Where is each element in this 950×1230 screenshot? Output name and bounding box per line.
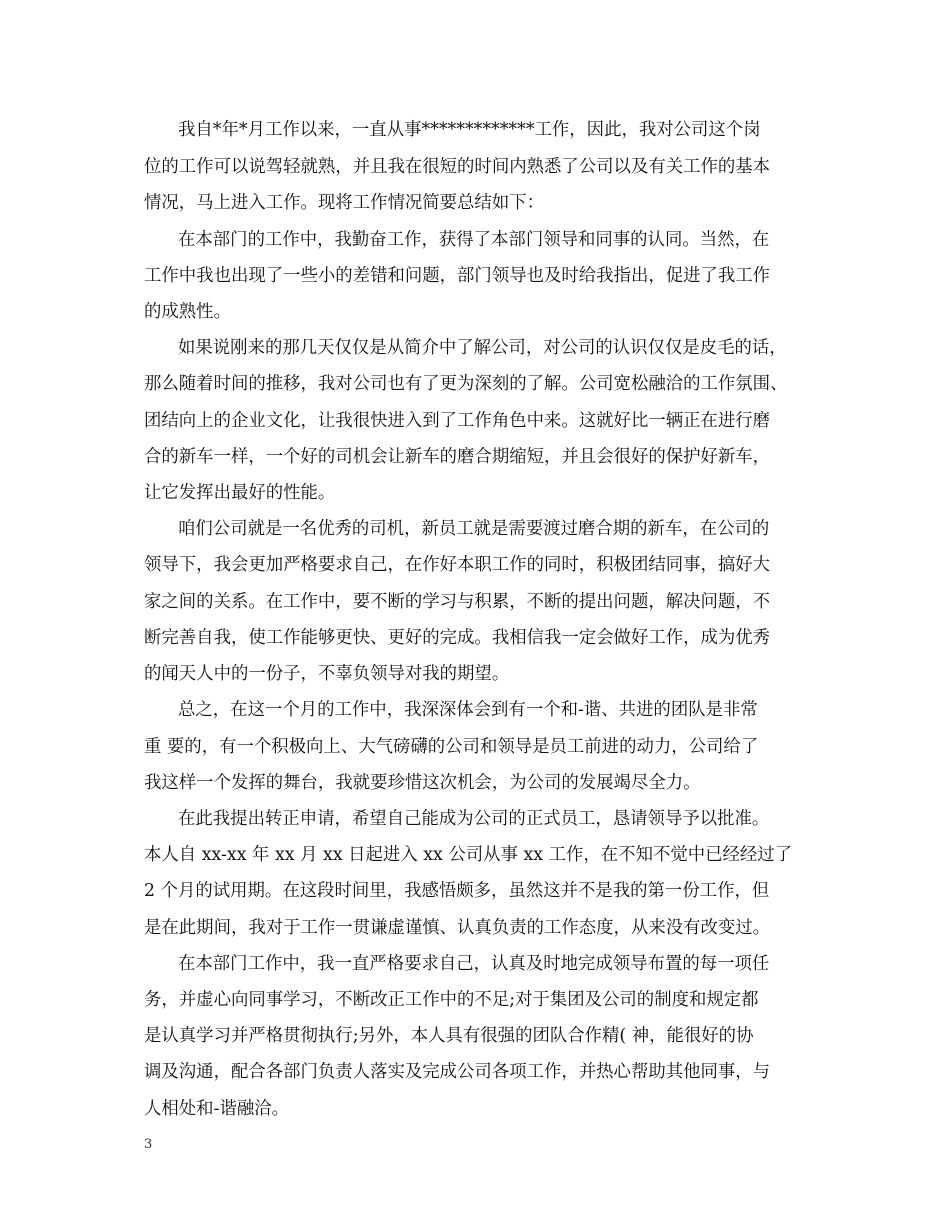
text-line-4: 在本部门的工作中，我勤奋工作，获得了本部门领导和同事的认同。当然，在: [178, 230, 770, 250]
text-line-11: 让它发挥出最好的性能。: [144, 483, 336, 503]
text-line-3: 情况，马上进入工作。现将工作情况简要总结如下：: [144, 193, 544, 213]
text-line-28: 人相处和-谐融洽。: [144, 1099, 290, 1119]
text-line-7: 如果说刚来的那几天仅仅是从简介中了解公司，对公司的认识仅仅是皮毛的话，: [178, 338, 787, 358]
text-line-21: 本人自 xx-xx 年 xx 月 xx 日起进入 xx 公司从事 xx 工作，在不知不觉中已经经过了: [144, 845, 793, 865]
text-line-17: 总之，在这一个月的工作中，我深深体会到有一个和-谐、共进的团队是非常: [178, 700, 758, 720]
text-line-9: 团结向上的企业文化，让我很快进入到了工作角色中来。这就好比一辆正在进行磨: [144, 411, 771, 431]
text-line-13: 领导下，我会更加严格要求自己，在作好本职工作的同时，积极团结同事，搞好大: [144, 555, 771, 575]
text-line-2: 位的工作可以说驾轻就熟，并且我在很短的时间内熟悉了公司以及有关工作的基本: [144, 157, 771, 177]
text-line-24: 在本部门工作中，我一直严格要求自己，认真及时地完成领导布置的每一项任: [178, 954, 770, 974]
text-line-5: 工作中我也出现了一些小的差错和问题，部门领导也及时给我指出，促进了我工作: [144, 266, 771, 286]
text-line-23: 是在此期间，我对于工作一贯谦虚谨慎、认真负责的工作态度，从来没有改变过。: [144, 918, 771, 938]
text-line-16: 的闻天人中的一份子，不辜负领导对我的期望。: [144, 664, 510, 684]
text-line-14: 家之间的关系。在工作中，要不断的学习与积累，不断的提出问题，解决问题，不: [144, 592, 771, 612]
text-line-22: 2 个月的试用期。在这段时间里，我感悟颇多，虽然这并不是我的第一份工作，但: [144, 881, 770, 901]
text-line-25: 务，并虚心向同事学习，不断改正工作中的不足;对于集团及公司的制度和规定都: [144, 990, 759, 1010]
text-line-19: 我这样一个发挥的舞台，我就要珍惜这次机会，为公司的发展竭尽全力。: [144, 773, 701, 793]
text-line-10: 合的新车一样，一个好的司机会让新车的磨合期缩短，并且会很好的保护好新车，: [144, 447, 771, 467]
text-line-8: 那么随着时间的推移，我对公司也有了更为深刻的了解。公司宽松融洽的工作氛围、: [144, 374, 788, 394]
text-line-12: 咱们公司就是一名优秀的司机，新员工就是需要渡过磨合期的新车，在公司的: [178, 519, 770, 539]
text-line-20: 在此我提出转正申请，希望自己能成为公司的正式员工，恳请领导予以批准。: [178, 809, 770, 829]
page-number: 3: [144, 1137, 153, 1152]
text-line-15: 断完善自我，使工作能够更快、更好的完成。我相信我一定会做好工作，成为优秀: [144, 628, 771, 648]
text-line-18: 重 要的，有一个积极向上、大气磅礴的公司和领导是员工前进的动力，公司给了: [144, 737, 759, 757]
text-line-1: 我自*年*月工作以来，一直从事*************工作，因此，我对公司这个岗: [178, 120, 761, 140]
text-line-26: 是认真学习并严格贯彻执行;另外，本人具有很强的团队合作精( 神，能很好的协: [144, 1026, 754, 1046]
text-line-27: 调及沟通，配合各部门负责人落实及完成公司各项工作，并热心帮助其他同事，与: [144, 1062, 771, 1082]
text-line-6: 的成熟性。: [144, 302, 231, 322]
